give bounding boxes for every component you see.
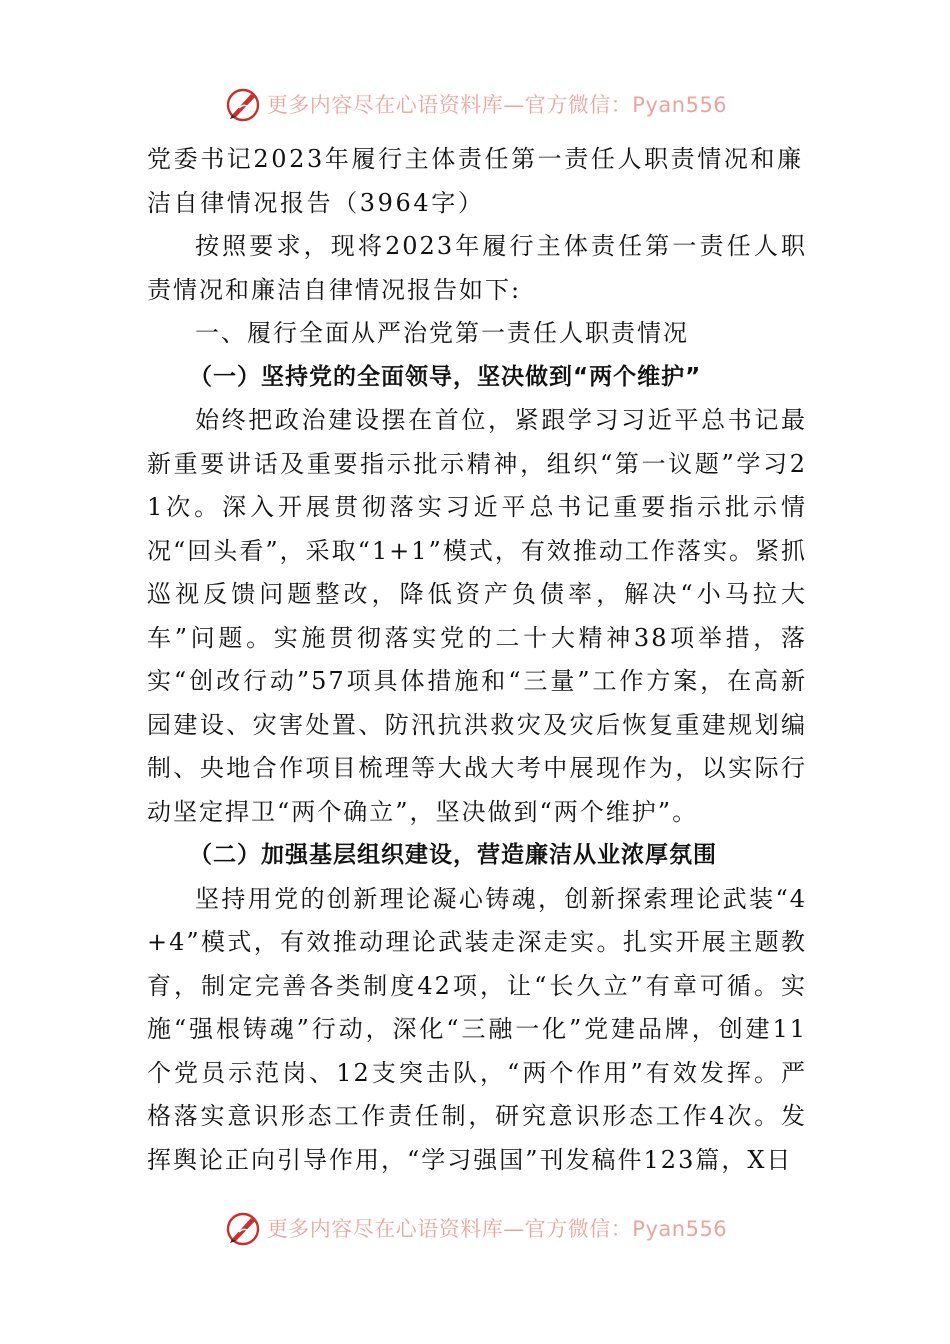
watermark-text: 更多内容尽在心语资料库—官方微信：Pyan556 xyxy=(266,93,728,117)
watermark-banner-top xyxy=(0,84,950,124)
watermark-text: 更多内容尽在心语资料库—官方微信：Pyan556 xyxy=(266,1217,728,1241)
intro-paragraph: 按照要求，现将2023年履行主体责任第一责任人职责情况和廉洁自律情况报告如下: xyxy=(147,232,807,304)
subheading-2: （二）加强基层组织建设，营造廉洁从业浓厚氛围 xyxy=(189,842,717,868)
body-paragraph-1: 始终把政治建设摆在首位，紧跟学习习近平总书记最新重要讲话及重要指示批示精神，组织“第一议题”学习21次。深入开展贯彻落实习近平总书记重要指示批示情况“回头看”，采取“1+1”模式，有效推动工作落实。紧抓巡视反馈问题整改，降低资产负债率，解决“小马拉大车”问题。实施贯彻落实党的二十大精神38项举措，落实“创改行动”57项具体措施和“三量”工作方案，在高新园建设、灾害处置、防汛抗洪救灾及灾后恢复重建规划编制、央地合作项目梳理等大战大考中展现作为，以实际行动坚定捍卫“两个确立”，坚决做到“两个维护”。 xyxy=(147,406,807,826)
pen-logo-icon xyxy=(223,84,263,124)
section-heading-1: 一、履行全面从严治党第一责任人职责情况 xyxy=(195,319,689,347)
watermark-banner-bottom xyxy=(0,1208,950,1248)
pen-logo-icon xyxy=(223,1208,263,1248)
body-paragraph-2: 坚持用党的创新理论凝心铸魂，创新探索理论武装“4+4”模式，有效推动理论武装走深走实。扎实开展主题教育，制定完善各类制度42项，让“长久立”有章可循。实施“强根铸魂”行动，深化“三融一化”党建品牌，创建11个党员示范岗、12支突击队，“两个作用”有效发挥。严格落实意识形态工作责任制，研究意识形态工作4次。发挥舆论正向引导作用，“学习强国”刊发稿件123篇，X日 xyxy=(147,884,807,1174)
subheading-1: （一）坚持党的全面领导，坚决做到“两个维护” xyxy=(189,363,702,390)
document-title: 党委书记2023年履行主体责任第一责任人职责情况和廉洁自律情况报告（3964字） xyxy=(147,145,804,217)
document-body xyxy=(147,138,807,1182)
